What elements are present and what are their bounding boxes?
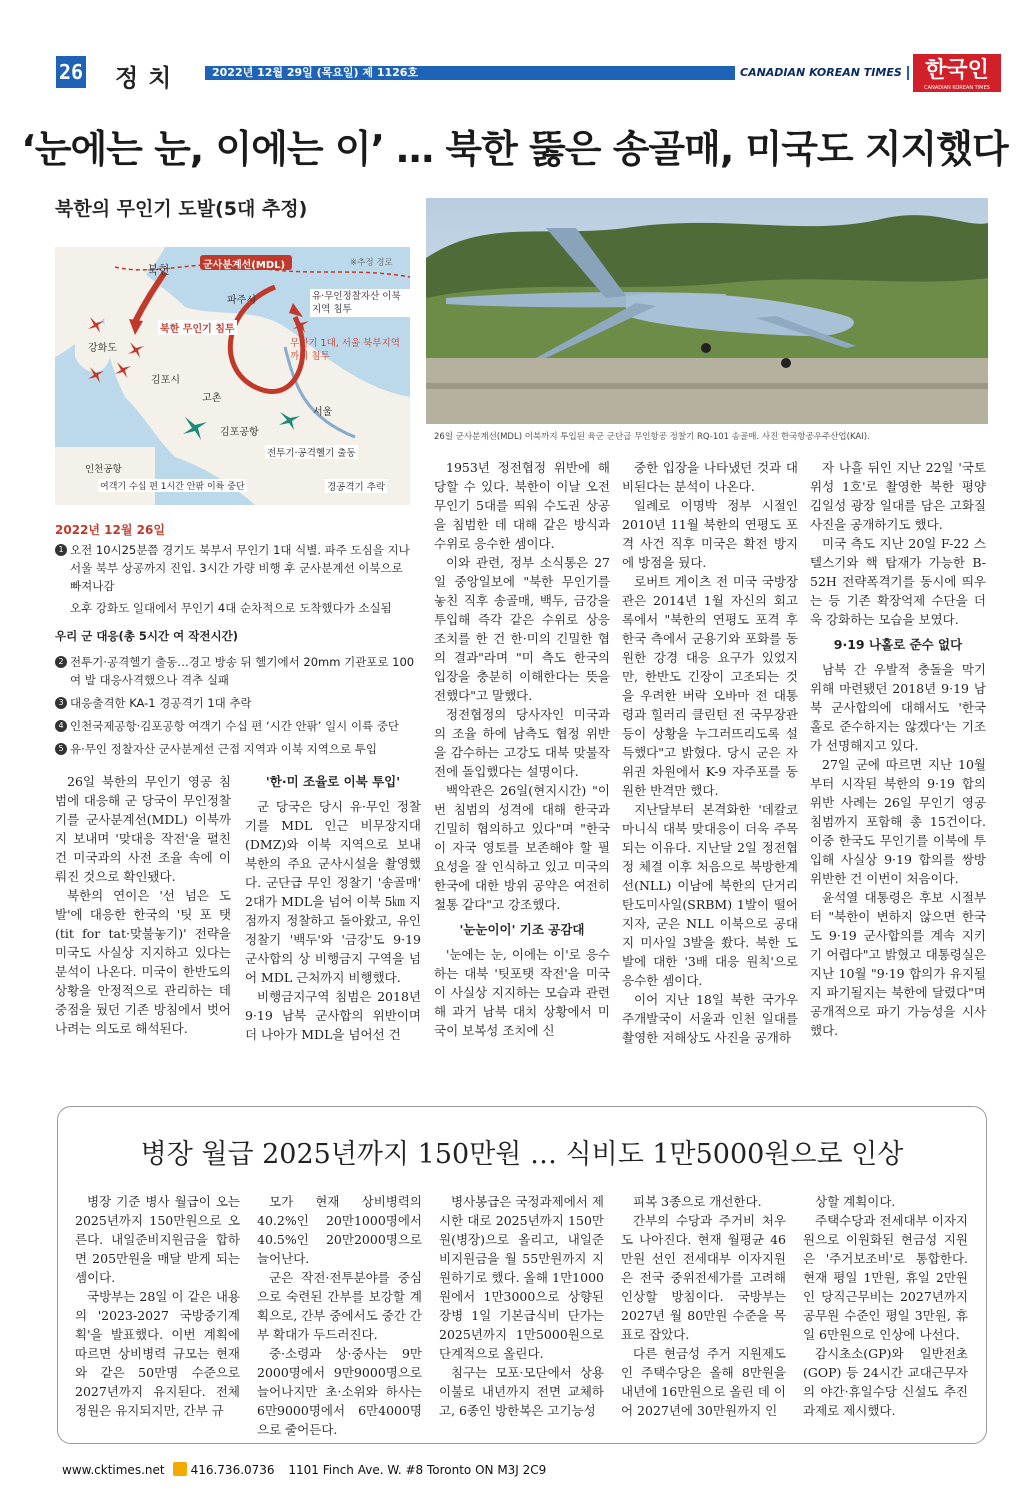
footer-website[interactable]: www.cktimes.net bbox=[62, 1463, 165, 1477]
paragraph: 군 당국은 당시 유·무인 정찰기를 MDL 인근 비무장지대(DMZ)와 이북 지역으로 보내 북한의 주요 군사시설을 촬영했다. 군단급 무인 정찰기 '송골매' 2대가 MDL을 넘어 이북 5㎞ 지점까지 정찰하고 돌아왔고, 유인정찰기 '백두'와 '금강'도 9·19 군사합의 상 비행금지 구역을 넘어 MDL 근처까지 비행했다. bbox=[245, 799, 421, 985]
map-label-mdl: 군사분계선(MDL) bbox=[203, 260, 286, 271]
article-column-5 bbox=[810, 458, 986, 1040]
paragraph: 일례로 이명박 정부 시절인 2010년 11월 북한의 연평도 포격 사건 직후 미국은 확전 방지에 방점을 뒀다. bbox=[622, 498, 798, 570]
map-label-incheon-airport: 인천공항 bbox=[85, 464, 122, 475]
map-title: 북한의 무인기 도발(5대 추정) bbox=[55, 198, 308, 220]
paragraph: 간부의 수당과 주거비 처우도 나아진다. 현재 월평균 46만원 선인 전세대부 이자지원은 전국 중위전세가를 고려해 인상할 방침이다. 국방부는 2027년 월 80만원 수준을 목표로 잡았다. bbox=[621, 1213, 786, 1342]
paragraph: 26일 북한의 무인기 영공 침범에 대응해 군 당국이 무인정찰기를 군사분계선(MDL) 이북까지 보내며 '맞대응 작전'을 펼친 건 미국과의 사전 조율 속에 이뤄진 것으로 확인됐다. bbox=[55, 774, 231, 884]
chronology-item: 2 전투기·공격헬기 출동…경고 방송 뒤 헬기에서 20mm 기관포로 100여 발 대응사격했으나 격추 실패 bbox=[55, 653, 415, 689]
phone-icon bbox=[173, 1462, 187, 1476]
paragraph: 주택수당과 전세대부 이자지원으로 이원화된 현금성 지원은 '주거보조비'로 통합한다. 현재 평일 1만원, 휴일 2만원인 당직근무비는 2027년까지 공무원 수준인 평일 3만원, 휴일 6만원으로 인상에 나선다. bbox=[803, 1213, 968, 1342]
chronology-text: 대응출격한 KA-1 경공격기 1대 추락 bbox=[70, 696, 252, 710]
box-column-3 bbox=[439, 1192, 604, 1420]
chronology-text: 오후 강화도 일대에서 무인기 4대 순차적으로 도착했다가 소실됨 bbox=[70, 601, 392, 615]
map-step1: 북한 무인기 침투 bbox=[158, 320, 237, 335]
drone-route-map bbox=[55, 247, 410, 505]
paragraph: 지난달부터 본격화한 '데칼코마니식 대북 맞대응이 더욱 주목되는 이유다. 지난달 2일 정전협정 체결 이후 처음으로 북방한계선(NLL) 이남에 북한의 단거리탄도미사일(SRBM) 1발이 떨어지자, 군은 NLL 이북으로 공대지 미사일 3발을 쐈다. 북한 도발에 대한 '3배 대응 원칙'으로 응수한 셈이다. bbox=[622, 802, 798, 988]
logo-subtext: CANADIAN KOREAN TIMES bbox=[924, 85, 990, 91]
chronology-item: 4 인천국제공항·김포공항 여객기 수십 편 ‘시간 안팎’ 일시 이륙 중단 bbox=[55, 717, 415, 735]
map-step4: 여객기 수십 편 1시간 안팎 이륙 중단 bbox=[98, 479, 247, 492]
box-column-2 bbox=[257, 1192, 422, 1439]
footer-address: 1101 Finch Ave. W. #8 Toronto ON M3J 2C9 bbox=[288, 1463, 547, 1477]
photo-caption: 26일 군사분계선(MDL) 이북까지 투입된 육군 군단급 무인항공 정찰기 RQ-101 송골매. 사진 한국항공우주산업(KAI). bbox=[434, 432, 870, 442]
chronology-list bbox=[55, 541, 415, 758]
chronology-text: 인천국제공항·김포공항 여객기 수십 편 ‘시간 안팎’ 일시 이륙 중단 bbox=[70, 719, 400, 733]
paper-logo bbox=[913, 54, 1001, 92]
paragraph: 군은 작전·전투분야를 중심으로 숙련된 간부를 보강할 계획으로, 간부 중에서도 중간 간부 확대가 두드러진다. bbox=[257, 1270, 422, 1342]
drone-photo bbox=[426, 198, 988, 424]
paragraph: 자 나흘 뒤인 지난 22일 '국토위성 1호'로 촬영한 북한 평양 김일성 광장 일대를 담은 고화질 사진을 공개하기도 했다. bbox=[810, 460, 986, 532]
paragraph: 국방부는 28일 이 같은 내용의 '2023-2027 국방중기계획'을 발표했다. 이번 계획에 따르면 상비병력 규모는 현재와 같은 50만명 수준으로 2027년까지 유지된다. 전체 정원은 유지되지만, 간부 규 bbox=[75, 1289, 240, 1418]
paragraph: 비행금지구역 침범은 2018년 9·19 남북 군사합의 위반이며 더 나아가 MDL을 넘어선 건 bbox=[245, 989, 421, 1042]
issue-date: 2022년 12월 29일 (목요일) 제 1126호 bbox=[212, 66, 419, 79]
chronology-date: 2022년 12월 26일 bbox=[55, 523, 165, 537]
page-number: 26 bbox=[56, 56, 86, 88]
paragraph: 27일 군에 따르면 지난 10월부터 시작된 북한의 9·19 합의 위반 사례는 26일 무인기 영공 침범까지 포함해 총 15건이다. 이중 한국도 무인기를 이북에 투입해 사실상 9·19 합의를 쌍방 위반한 건 이번이 처음이다. bbox=[810, 757, 986, 886]
paragraph: '눈에는 눈, 이에는 이'로 응수하는 대북 '팃포탯 작전'을 미국이 사실상 지지하는 모습과 관련해 과거 남북 대치 상황에서 미국이 보복성 조치에 신 bbox=[434, 947, 610, 1038]
map-label-gimpo-airport: 김포공항 bbox=[220, 427, 259, 438]
paragraph: 백악관은 26일(현지시간) "이번 침범의 성격에 대해 한국과 긴밀히 협의하고 있다"며 "한국이 자국 영토를 보존해야 할 필요성을 잘 인식하고 있고 미국의 한국에 대한 방위 공약은 여전히 철통 같다"고 강조했다. bbox=[434, 783, 610, 912]
chronology-text: 오전 10시25분쯤 경기도 북부서 무인기 1대 식별. 파주 도심을 지나 서울 북부 상공까지 진입. 3시간 가량 비행 후 군사분계선 이북으로 빠져나감 bbox=[70, 543, 410, 593]
paragraph: 이와 관련, 정부 소식통은 27일 중앙일보에 "북한 무인기를 놓친 직후 송골매, 백두, 금강을 투입해 즉각 같은 수위로 상응 조치를 한 건 한·미의 긴밀한 협의 결과"라며 "미 측도 한국의 입장을 충분히 이해한다는 뜻을 전했다"고 말했다. bbox=[434, 555, 610, 703]
subheading: 9·19 나홀로 준수 없다 bbox=[833, 637, 963, 652]
main-headline: ‘눈에는 눈, 이에는 이’ … 북한 뚫은 송골매, 미국도 지지했다 bbox=[21, 127, 1008, 171]
map-label-paju: 파주시 bbox=[227, 295, 256, 306]
paragraph: 로버트 게이츠 전 미국 국방장관은 2014년 1월 자신의 회고록에서 "북한의 연평도 포격 후 한국 측에서 군용기와 포화를 동원한 강경 대응 요구가 있었지만, 한반도 긴장이 고조되는 것을 우려한 버락 오바마 전 대통령과 힐러리 클린턴 전 국무장관 등이 상황을 누그러뜨리도록 설득했다"고 밝혔다. 당시 군은 자위권 차원에서 K-9 자주포를 동원한 반격만 했다. bbox=[622, 574, 798, 798]
paragraph: 다른 현금성 주거 지원제도인 주택수당은 올해 8만원을 내년에 16만원으로 올린 데 이어 2027년에 30만원까지 인 bbox=[621, 1346, 786, 1418]
map-step2: 전투기·공격헬기 출동 bbox=[265, 445, 358, 459]
map-label-gimpo: 김포시 bbox=[151, 375, 180, 386]
map-label-ganghwa: 강화도 bbox=[88, 343, 117, 354]
subheading: '눈눈이이' 기조 공감대 bbox=[459, 922, 585, 937]
paragraph: 남북 간 우발적 충돌을 막기 위해 마련됐던 2018년 9·19 남북 군사합의에 대해서도 '한국 홀로 준수하지는 않겠다'는 기조가 선명해지고 있다. bbox=[810, 662, 986, 753]
chronology-item: 1 오전 10시25분쯤 경기도 북부서 무인기 1대 식별. 파주 도심을 지나 서울 북부 상공까지 진입. 3시간 가량 비행 후 군사분계선 이북으로 빠져나감 bbox=[55, 541, 415, 595]
box-column-4 bbox=[621, 1192, 786, 1420]
paragraph: 피복 3종으로 개선한다. bbox=[633, 1194, 762, 1209]
map-label-north: 북한 bbox=[147, 263, 171, 277]
footer bbox=[62, 1462, 546, 1477]
map-label-note: ※추정 경로 bbox=[350, 258, 393, 268]
map-label-seoul: 서울 bbox=[313, 407, 333, 418]
paragraph: 윤석열 대통령은 후보 시절부터 "북한이 변하지 않으면 한국도 9·19 군사합의를 계속 지키기 어렵다"고 밝혔고 대통령실은 지난 10월 "9·19 합의가 유지될지 파기될지는 북한에 달렸다"며 공개적으로 파기 가능성을 시사했다. bbox=[810, 890, 986, 1038]
footer-phone: 416.736.0736 bbox=[190, 1463, 275, 1477]
chronology-text: 전투기·공격헬기 출동…경고 방송 뒤 헬기에서 20mm 기관포로 100여 발 대응사격했으나 격추 실패 bbox=[70, 655, 415, 687]
paragraph: 중한 입장을 나타냈던 것과 대비된다는 분석이 나온다. bbox=[622, 460, 798, 494]
map-route-note: 무인기 1대, 서울 북부지역까지 침투 bbox=[290, 338, 400, 362]
logo-text: 한국인 bbox=[925, 58, 989, 83]
boxed-headline: 병장 월급 2025년까지 150만원 … 식비도 1만5000원으로 인상 bbox=[140, 1139, 904, 1170]
paragraph: 병사봉급은 국정과제에서 제시한 대로 2025년까지 150만원(병장)으로 올리고, 내일준비지원금을 월 55만원까지 지원하기로 했다. 올해 1만1000원에서 1만3000으로 상향된 장병 1일 기본급식비 단가는 2025년까지 1만5000원으로 단계적으로 올린다. bbox=[439, 1194, 604, 1361]
paragraph: 침구는 모포·모단에서 상용이불로 내년까지 전면 교체하고, 6종인 방한복은 고기능성 bbox=[439, 1365, 604, 1418]
paragraph: 상할 계획이다. bbox=[815, 1194, 896, 1209]
paragraph: 정전협정의 당사자인 미국과의 조율 하에 남측도 협정 위반을 감수하는 고강도 대북 맞불작전에 돌입했다는 설명이다. bbox=[434, 707, 610, 779]
paragraph: 미국 측도 지난 20일 F-22 스텔스기와 핵 탑재가 가능한 B-52H 전략폭격기를 동시에 띄우는 등 기존 확장억제 수단을 더욱 강화하는 모습을 보였다. bbox=[810, 536, 986, 627]
paragraph: 1953년 정전협정 위반에 해당할 수 있다. 북한이 이날 오전 무인기 5대를 띄워 수도권 상공을 침범한 데 대해 같은 방식과 수위로 응수한 셈이다. bbox=[434, 460, 610, 551]
paragraph: 중·소령과 상·중사는 9만 2000명에서 9만9000명으로 늘어나지만 초·소위와 하사는 6만9000명에서 6만4000명으로 줄어든다. bbox=[257, 1346, 422, 1437]
article-column-3 bbox=[434, 458, 610, 1040]
chronology-item bbox=[55, 599, 415, 617]
box-column-5 bbox=[803, 1192, 968, 1420]
paragraph: 모가 현재 상비병력의 40.2%인 20만1000명에서 40.5%인 20만2000명으로 늘어난다. bbox=[257, 1194, 422, 1266]
paragraph: 이어 지난 18일 북한 국가우주개발국이 서울과 인천 일대를 촬영한 저해상도 사진을 공개하 bbox=[622, 992, 798, 1045]
section-title: 정치 bbox=[115, 63, 182, 92]
chronology-item: 5 유·무인 정찰자산 군사분계선 근접 지역과 이북 지역으로 투입 bbox=[55, 740, 415, 758]
article-column-1 bbox=[55, 772, 231, 1038]
article-column-2 bbox=[245, 766, 421, 1044]
article-column-4 bbox=[622, 458, 798, 1047]
chronology-item: 3 대응출격한 KA-1 경공격기 1대 추락 bbox=[55, 694, 415, 712]
chronology-text: 유·무인 정찰자산 군사분계선 근접 지역과 이북 지역으로 투입 bbox=[70, 742, 377, 756]
chronology-subtitle: 우리 군 대응(총 5시간 여 작전시간) bbox=[55, 629, 238, 643]
box-column-1 bbox=[75, 1192, 240, 1420]
paper-name: CANADIAN KOREAN TIMES bbox=[735, 66, 907, 80]
map-label-gochon: 고촌 bbox=[202, 393, 222, 404]
map-step3: 경공격기 추락 bbox=[325, 479, 387, 493]
subheading: '한·미 조율로 이북 투입' bbox=[265, 774, 401, 789]
drone-photo-graphic bbox=[426, 198, 988, 424]
paragraph: 감시초소(GP)와 일반전초(GOP) 등 24시간 교대근무자의 야간·휴일수당 신설도 추진과제로 제시했다. bbox=[803, 1346, 968, 1418]
paragraph: 병장 기준 병사 월급이 오는 2025년까지 150만원으로 오른다. 내일준비지원금을 합하면 205만원을 매달 받게 되는 셈이다. bbox=[75, 1194, 240, 1285]
paragraph: 북한의 연이은 '선 넘은 도발'에 대응한 한국의 '팃 포 탯(tit for tat·맞불놓기)' 전략을 미국도 사실상 지지하고 있다는 분석이 나온다. 미국이 한반도의 상황을 안정적으로 관리하는 데 중점을 뒀던 기존 방침에서 벗어나려는 의도로 해석된다. bbox=[55, 888, 231, 1036]
map-step5: 유·무인정찰자산 이북지역 침투 bbox=[310, 289, 410, 317]
